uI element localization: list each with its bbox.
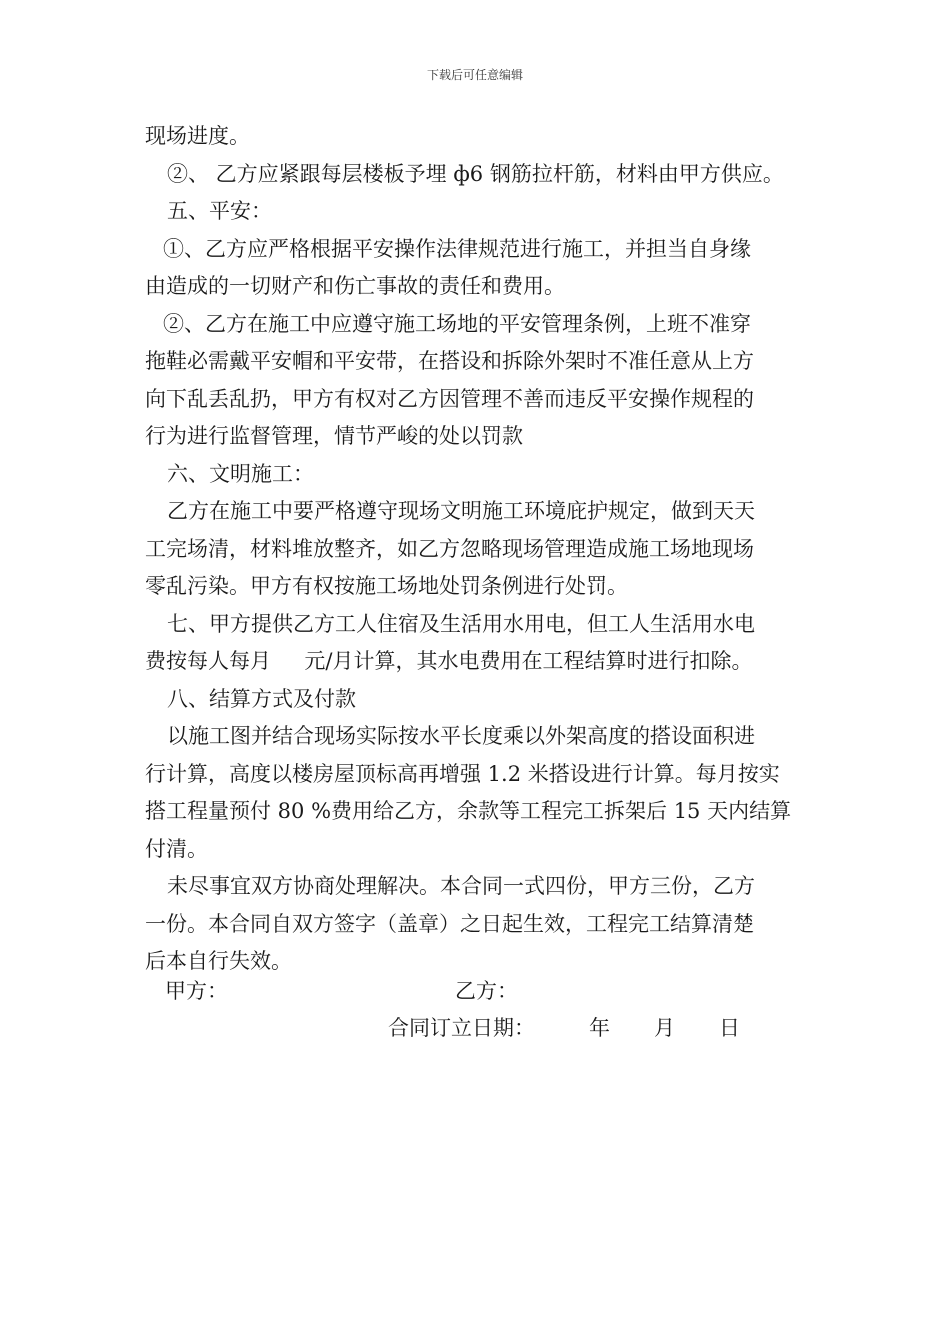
text-line: 付清。: [145, 836, 208, 861]
contract-body: [145, 118, 810, 981]
text-line: 以施工图并结合现场实际按水平长度乘以外架高度的搭设面积进: [167, 724, 755, 748]
text-line: 拖鞋必需戴平安帽和平安带，在搭设和拆除外架时不准任意从上方: [145, 349, 754, 373]
date-day-label: 日: [719, 1016, 740, 1040]
text-line: 七、甲方提供乙方工人住宿及生活用水用电，但工人生活用水电: [167, 611, 755, 636]
text-line: 后本自行失效。: [145, 949, 292, 973]
text-line: 费按每人每月 元/月计算，其水电费用在工程结算时进行扣除。: [145, 649, 753, 673]
text-line: 零乱污染。甲方有权按施工场地处罚条例进行处罚。: [145, 574, 628, 598]
signing-date-row: [388, 1012, 740, 1042]
date-month-label: 月: [654, 1016, 675, 1040]
text-line: 行计算，高度以楼房屋顶标高再增强 1.2 米搭设进行计算。每月按实: [145, 761, 780, 786]
date-year-label: 年: [589, 1016, 610, 1040]
text-line: 搭工程量预付 80 %费用给乙方，余款等工程完工拆架后 15 天内结算: [145, 799, 792, 823]
section-heading-safety: 五、平安：: [167, 199, 272, 223]
signature-row: [165, 975, 805, 1005]
party-b-label: 乙方：: [455, 979, 518, 1003]
text-line: 未尽事宜双方协商处理解决。本合同一式四份，甲方三份，乙方: [167, 874, 755, 898]
text-line: 向下乱丢乱扔，甲方有权对乙方因管理不善而违反平安操作规程的: [145, 386, 754, 411]
text-line: 一份。本合同自双方签字（盖章）之日起生效，工程完工结算清楚: [145, 911, 754, 936]
text-line: 行为进行监督管理，情节严峻的处以罚款: [145, 424, 523, 448]
section-heading-civilized-construction: 六、文明施工：: [167, 461, 314, 486]
text-line: 乙方在施工中要严格遵守现场文明施工环境庇护规定，做到天天: [167, 499, 755, 523]
header-note: 下载后可任意编辑: [426, 68, 523, 82]
party-a-label: 甲方：: [165, 979, 228, 1003]
section-heading-settlement: 八、结算方式及付款: [167, 686, 356, 711]
text-line: ②、乙方在施工中应遵守施工场地的平安管理条例，上班不准穿: [163, 311, 751, 336]
text-line: 工完场清，材料堆放整齐，如乙方忽略现场管理造成施工场地现场: [145, 536, 754, 561]
text-line: ②、 乙方应紧跟每层楼板予埋 ф6 钢筋拉杆筋，材料由甲方供应。: [167, 161, 784, 186]
text-line: 由造成的一切财产和伤亡事故的责任和费用。: [145, 274, 565, 298]
text-line: ①、乙方应严格根据平安操作法律规范进行施工，并担当自身缘: [163, 236, 751, 261]
text-line: 现场进度。: [145, 124, 250, 148]
date-label: 合同订立日期：: [388, 1016, 535, 1040]
